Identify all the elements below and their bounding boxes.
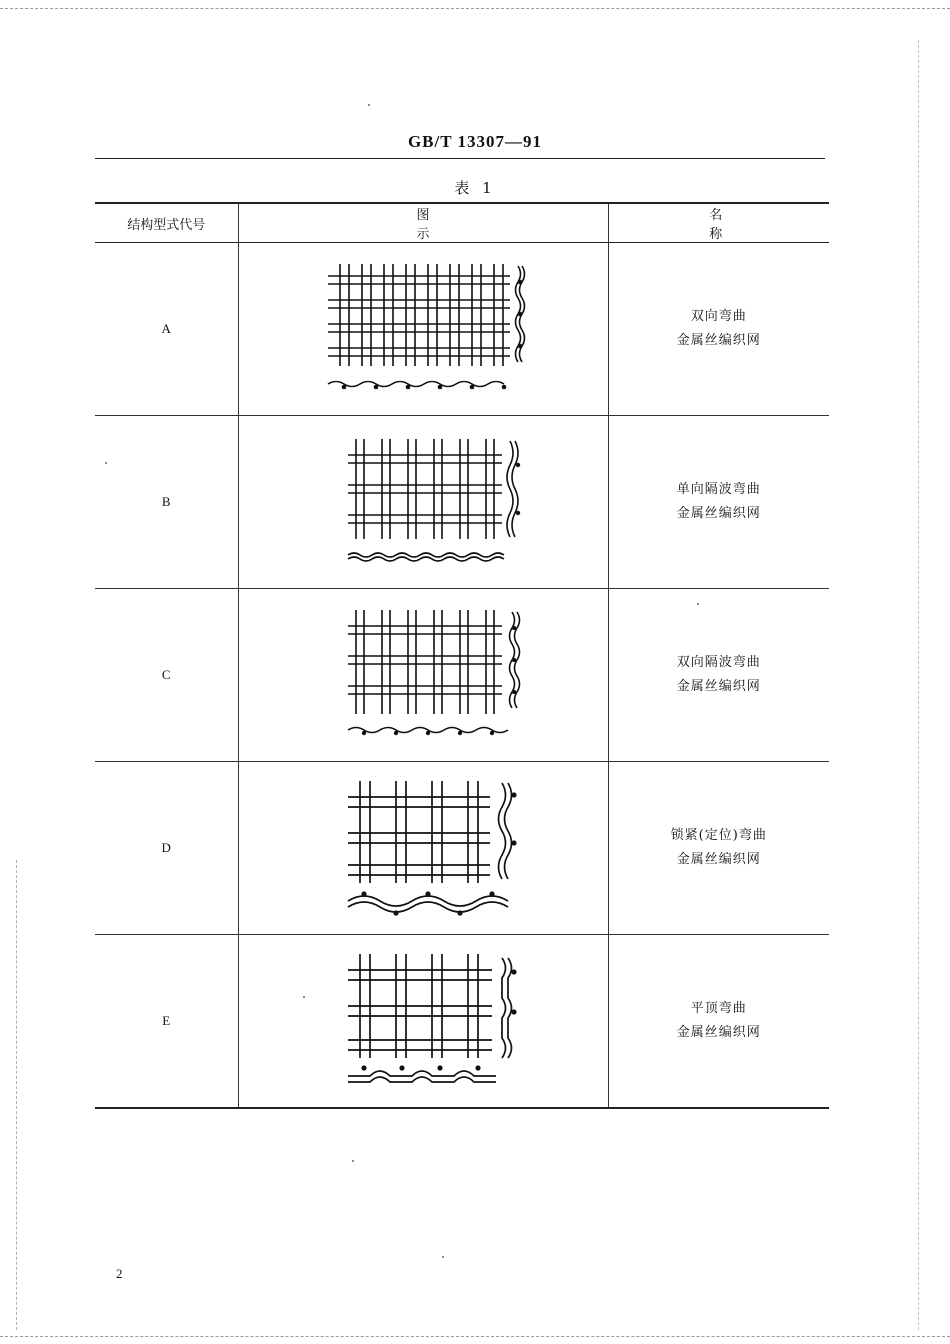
structure-name-line2: 金属丝编织网 — [676, 852, 761, 867]
structure-name-line1: 双向隔波弯曲 — [676, 655, 761, 670]
structure-name-line2: 金属丝编织网 — [676, 679, 761, 694]
structure-code: E — [162, 1013, 171, 1028]
table-row — [95, 589, 829, 762]
figure-cell — [238, 243, 608, 416]
structure-name-line1: 锁紧(定位)弯曲 — [670, 828, 767, 843]
structure-name-line2: 金属丝编织网 — [676, 506, 761, 521]
flat-top-crimp-mesh-icon — [318, 946, 528, 1096]
scan-speck — [352, 1160, 354, 1162]
structure-name — [608, 589, 829, 762]
structure-code: A — [161, 321, 171, 336]
structure-name-line2: 金属丝编织网 — [676, 333, 761, 348]
table-caption: 表 1 — [454, 179, 496, 197]
column-header-code: 结构型式代号 — [127, 217, 206, 233]
lock-crimp-mesh-icon — [318, 773, 528, 923]
structure-name — [608, 243, 829, 416]
standard-code-header: GB/T 13307—91 — [407, 132, 543, 151]
table-row — [95, 762, 829, 935]
structure-code: C — [161, 667, 171, 682]
structure-name-line1: 平顶弯曲 — [690, 1001, 747, 1016]
scan-speck — [105, 462, 107, 464]
page-number: 2 — [116, 1266, 123, 1281]
figure-cell — [238, 762, 608, 935]
column-header-figure: 图 示 — [238, 203, 608, 243]
structure-name — [608, 416, 829, 589]
scan-speck — [303, 996, 305, 998]
structure-name-line2: 金属丝编织网 — [676, 1025, 761, 1040]
figure-cell — [238, 935, 608, 1109]
scan-speck — [442, 1256, 444, 1258]
scan-speck — [697, 603, 699, 605]
figure-cell — [238, 589, 608, 762]
scan-edge-right — [918, 40, 920, 1330]
scan-edge-left — [16, 860, 18, 1330]
double-intermediate-crimp-mesh-icon — [318, 600, 528, 750]
structure-name — [608, 762, 829, 935]
table-row — [95, 416, 829, 589]
table-row — [95, 243, 829, 416]
table-header — [95, 203, 829, 243]
single-intermediate-crimp-mesh-icon — [318, 427, 528, 577]
structure-name-line1: 单向隔波弯曲 — [676, 482, 761, 497]
table-row — [95, 935, 829, 1109]
scan-edge-top — [0, 8, 950, 10]
double-crimp-mesh-icon — [318, 254, 528, 404]
scan-edge-bottom — [0, 1336, 950, 1338]
structure-name-line1: 双向弯曲 — [690, 309, 747, 324]
structure-code: B — [161, 494, 171, 509]
structure-code: D — [161, 840, 171, 855]
column-header-name: 名 称 — [709, 208, 801, 242]
header-rule — [95, 158, 825, 159]
structure-type-table — [95, 202, 829, 1109]
structure-name — [608, 935, 829, 1109]
scan-speck — [368, 104, 370, 106]
figure-cell — [238, 416, 608, 589]
